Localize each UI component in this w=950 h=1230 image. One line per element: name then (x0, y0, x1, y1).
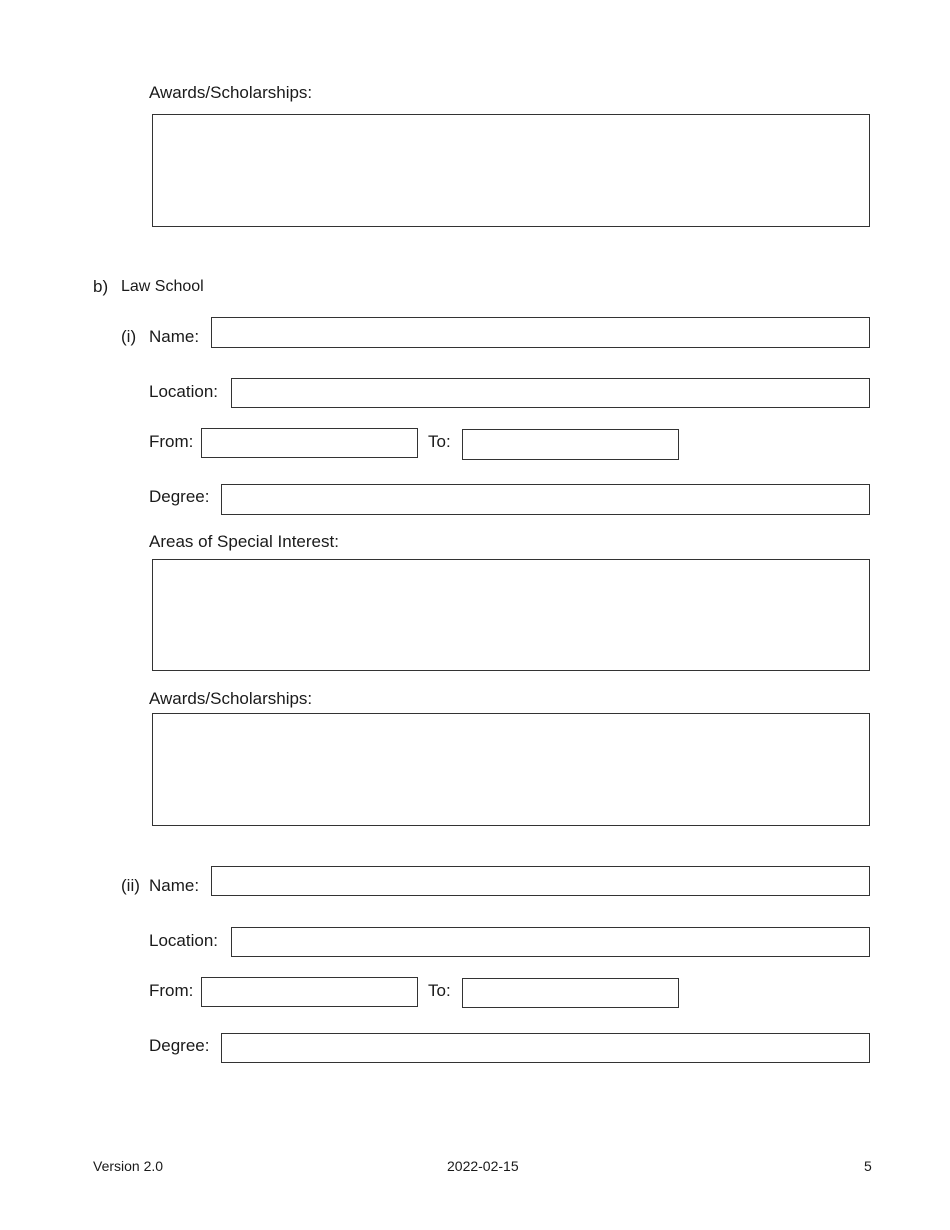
school-i-to-label: To: (428, 432, 451, 451)
awards-label-top: Awards/Scholarships: (149, 83, 313, 102)
school-ii-from-label: From: (149, 981, 194, 1000)
footer-date: 2022-02-15 (447, 1158, 519, 1174)
school-ii-degree-input[interactable] (221, 1033, 870, 1063)
school-i-awards-label: Awards/Scholarships: (149, 689, 313, 708)
school-ii-from-input[interactable] (201, 977, 418, 1007)
school-ii-location-input[interactable] (231, 927, 870, 957)
awards-textarea-top[interactable] (152, 114, 870, 227)
footer-version: Version 2.0 (93, 1158, 164, 1174)
school-i-name-input[interactable] (211, 317, 870, 348)
school-i-degree-input[interactable] (221, 484, 870, 515)
section-b-title: Law School (121, 278, 204, 295)
school-i-marker: (i) (121, 327, 137, 346)
school-i-interest-label: Areas of Special Interest: (149, 532, 339, 551)
school-ii-marker: (ii) (121, 876, 140, 895)
school-ii-name-input[interactable] (211, 866, 870, 896)
school-i-from-input[interactable] (201, 428, 418, 458)
school-i-to-input[interactable] (462, 429, 679, 460)
school-i-interest-textarea[interactable] (152, 559, 870, 671)
section-b-marker: b) (93, 277, 109, 296)
school-i-location-input[interactable] (231, 378, 870, 408)
school-i-from-label: From: (149, 432, 194, 451)
school-i-awards-textarea[interactable] (152, 713, 870, 826)
school-ii-to-label: To: (428, 981, 451, 1000)
school-ii-location-label: Location: (149, 931, 218, 950)
school-ii-name-label: Name: (149, 876, 200, 895)
school-ii-to-input[interactable] (462, 978, 679, 1008)
footer-page-number: 5 (864, 1158, 872, 1174)
school-i-degree-label: Degree: (149, 487, 210, 506)
school-ii-degree-label: Degree: (149, 1036, 210, 1055)
school-i-name-label: Name: (149, 327, 200, 346)
school-i-location-label: Location: (149, 382, 218, 401)
